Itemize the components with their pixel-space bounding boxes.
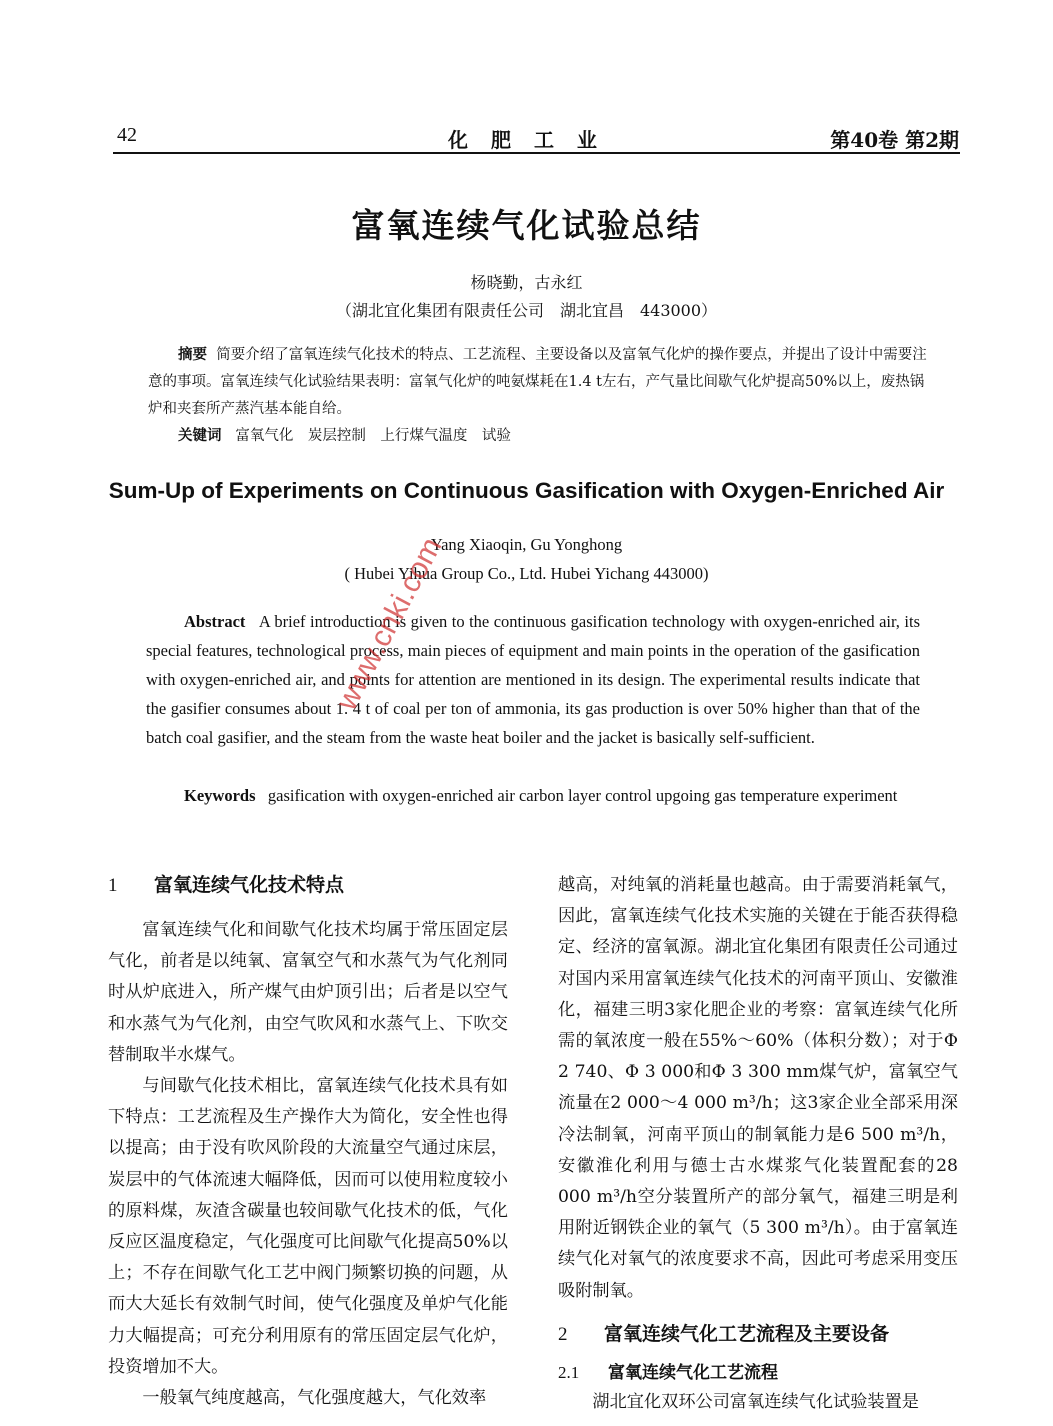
keywords-en-label: Keywords [184,786,256,805]
paragraph: 一般氧气纯度越高，气化强度越大，气化效率 [142,1388,487,1409]
keywords-en [164,782,920,810]
left-column [108,870,508,1414]
affiliation-en: ( Hubei Yihua Group Co., Ltd. Hubei Yichang 443000) [344,564,709,583]
abstract-en [146,607,920,752]
watermark: www.cnki.com [330,532,449,716]
abstract-cn-text: 简要介绍了富氧连续气化技术的特点、工艺流程、主要设备以及富氧气化炉的操作要点，并提出了设计中需要注意的事项。富氧连续气化试验结果表明：富氧气化炉的吨氨煤耗在1.4 t左右，产气量比间歇气化炉提高50%以上，废热锅炉和夹套所产蒸汽基本能自给。 [148,347,927,417]
paragraph: 湖北宜化双环公司富氧连续气化试验装置是 [592,1391,919,1412]
affiliation-cn: （湖北宜化集团有限责任公司 湖北宜昌 443000） [335,301,718,320]
section-heading-2 [558,1319,958,1346]
right-column [558,870,958,1418]
keywords-en-text: gasification with oxygen-enriched air carbon layer control upgoing gas temperature experiment [267,786,898,805]
page-title: 富氧连续气化试验总结 [351,206,702,245]
abstract-en-text: A brief introduction is given to the continuous gasification technology with oxygen-enriched air, its special features, technological process, main pieces of equipment and main points in the operation of the gasification with oxygen-enriched air, and points for attention are mentioned in its design. The experimental results indicate that the gasifier consumes about 1. 4 t of coal per ton of ammonia, its gas production is over 50% higher than that of the batch coal gasifier, and the steam from the waste heat boiler and the jacket is basically self-sufficient. [146,612,921,747]
section-title: 富氧连续气化技术特点 [154,874,345,896]
authors-en: Yang Xiaoqin, Gu Yonghong [430,535,623,554]
subsection-number: 2.1 [558,1362,580,1382]
section-number: 2 [558,1323,568,1345]
abstract-cn [148,342,938,423]
paragraph: 与间歇气化技术相比，富氧连续气化技术具有如下特点：工艺流程及生产操作大为简化，安全性也得以提高；由于没有吹风阶段的大流量空气通过床层，炭层中的气体流速大幅降低，因而可以使用粒度较小的原料煤，灰渣含碳量也较间歇气化技术的低，气化反应区温度稳定，气化强度可比间歇气化提高50%以上；不存在间歇气化工艺中阀门频繁切换的问题，从而大大延长有效制气时间，使气化强度及单炉气化能力大幅提高；可充分利用原有的常压固定层气化炉，投资增加不大。 [108,1076,508,1377]
section-number: 1 [108,875,118,896]
section-heading-1 [108,870,508,897]
header-rule [113,152,960,154]
keywords-cn-label: 关键词 [178,428,222,444]
paragraph: 富氧连续气化和间歇气化技术均属于常压固定层气化，前者是以纯氧、富氧空气和水蒸气为气化剂同时从炉底进入，所产煤气由炉顶引出；后者是以空气和水蒸气为气化剂，由空气吹风和水蒸气上、下吹交替制取半水煤气。 [108,920,508,1065]
page-number: 42 [117,124,137,146]
authors-cn: 杨晓勤，古永红 [470,273,583,292]
subsection-heading-2-1 [558,1358,958,1383]
section-title: 富氧连续气化工艺流程及主要设备 [604,1322,890,1345]
paragraph: 越高，对纯氧的消耗量也越高。由于需要消耗氧气，因此，富氧连续气化技术实施的关键在于能否获得稳定、经济的富氧源。湖北宜化集团有限责任公司通过对国内采用富氧连续气化技术的河南平顶山、安徽淮化，福建三明3家化肥企业的考察：富氧连续气化所需的氧浓度一般在55%～60%（体积分数）；对于Φ 2 740、Φ 3 000和Φ 3 300 mm煤气炉，富氧空气流量在2 000～4 000 m³/h；这3家企业全部采用深冷法制氧，河南平顶山的制氧能力是6 500 m³/h，安徽淮化利用与德士古水煤浆气化装置配套的28 000 m³/h空分装置所产的部分氧气，福建三明是利用附近钢铁企业的氧气（5 300 m³/h）。由于富氧连续气化对氧气的浓度要求不高，因此可考虑采用变压吸附制氧。 [558,875,958,1301]
page-title-en: Sum-Up of Experiments on Continuous Gasification with Oxygen-Enriched Air [108,478,945,503]
subsection-title: 富氧连续气化工艺流程 [608,1362,778,1383]
journal-name: 化 肥 工 业 [448,128,605,152]
keywords-cn [178,423,968,450]
issue-label: 第40卷 第2期 [830,128,959,152]
abstract-cn-label: 摘要 [178,347,207,363]
abstract-en-label: Abstract [184,612,246,631]
keywords-cn-text: 富氧气化 炭层控制 上行煤气温度 试验 [235,428,511,444]
